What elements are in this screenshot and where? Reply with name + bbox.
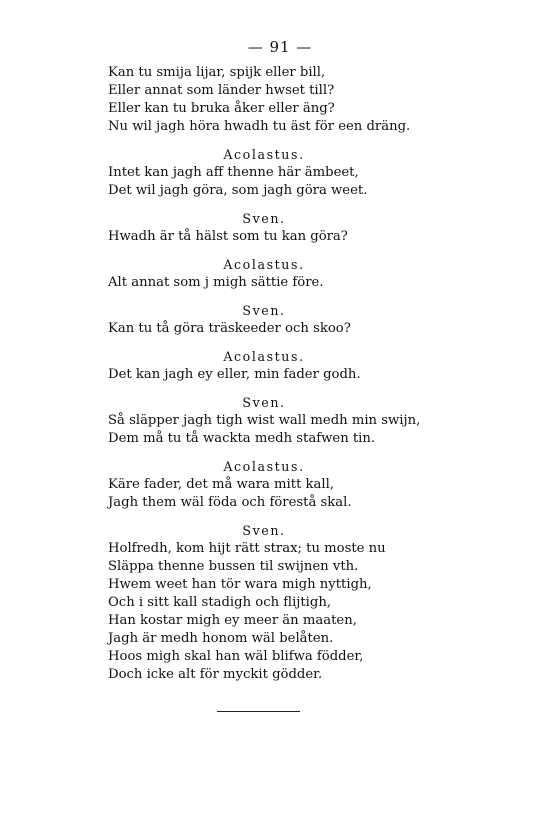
page-number: — 91 — [247, 38, 313, 56]
speaker-name: Acolastus. [223, 257, 305, 272]
verse-line: Intet kan jagh aff thenne här ämbeet, [108, 165, 359, 180]
verse-line: Det kan jagh ey eller, min fader godh. [108, 367, 361, 382]
verse-line: Så släpper jagh tigh wist wall medh min swijn, [108, 413, 421, 428]
speaker-name: Sven. [242, 395, 286, 410]
verse-line: Släppa thenne bussen til swijnen vth. [108, 559, 359, 574]
verse-line: Hwadh är tå hälst som tu kan göra? [108, 229, 348, 244]
dialogue-block [108, 210, 420, 246]
verse-line: Jagh är medh honom wäl belåten. [108, 631, 334, 646]
verse-line: Och i sitt kall stadigh och flijtigh, [108, 595, 332, 610]
dialogue-block [108, 522, 420, 684]
speaker-name: Sven. [242, 211, 286, 226]
dialogue-block [108, 348, 420, 384]
speaker-name: Acolastus. [223, 147, 305, 162]
verse-line: Kan tu smija lijar, spijk eller bill, [108, 65, 326, 80]
dialogue-block [108, 458, 420, 512]
verse-line: Hoos migh skal han wäl blifwa födder, [108, 649, 364, 664]
verse-line: Hwem weet han tör wara migh nyttigh, [108, 577, 372, 592]
verse-line: Det wil jagh göra, som jagh göra weet. [108, 183, 368, 198]
verse-line: Doch icke alt för myckit gödder. [108, 667, 323, 682]
speaker-name: Sven. [242, 523, 286, 538]
dialogue-block [108, 302, 420, 338]
verse-line: Holfredh, kom hijt rätt strax; tu moste nu [108, 541, 386, 556]
verse-line: Alt annat som j migh sättie före. [108, 275, 324, 290]
verse-line: Eller annat som länder hwset till? [108, 83, 335, 98]
end-rule [217, 711, 300, 712]
speaker-name: Sven. [242, 303, 286, 318]
verse-line: Käre fader, det må wara mitt kall, [108, 477, 335, 492]
verse-line: Dem må tu tå wackta medh stafwen tin. [108, 431, 376, 446]
dialogue-block [108, 394, 420, 448]
verse-line: Han kostar migh ey meer än maaten, [108, 613, 357, 628]
verse-line: Eller kan tu bruka åker eller äng? [108, 101, 335, 116]
dialogue-text [108, 64, 420, 684]
verse-line: Jagh them wäl föda och förestå skal. [108, 495, 352, 510]
dialogue-block [108, 256, 420, 292]
speaker-name: Acolastus. [223, 349, 305, 364]
dialogue-block [108, 146, 420, 200]
verse-line: Nu wil jagh höra hwadh tu äst för een dräng. [108, 119, 411, 134]
speaker-name: Acolastus. [223, 459, 305, 474]
dialogue-block [108, 64, 420, 136]
verse-line: Kan tu tå göra träskeeder och skoo? [108, 321, 351, 336]
